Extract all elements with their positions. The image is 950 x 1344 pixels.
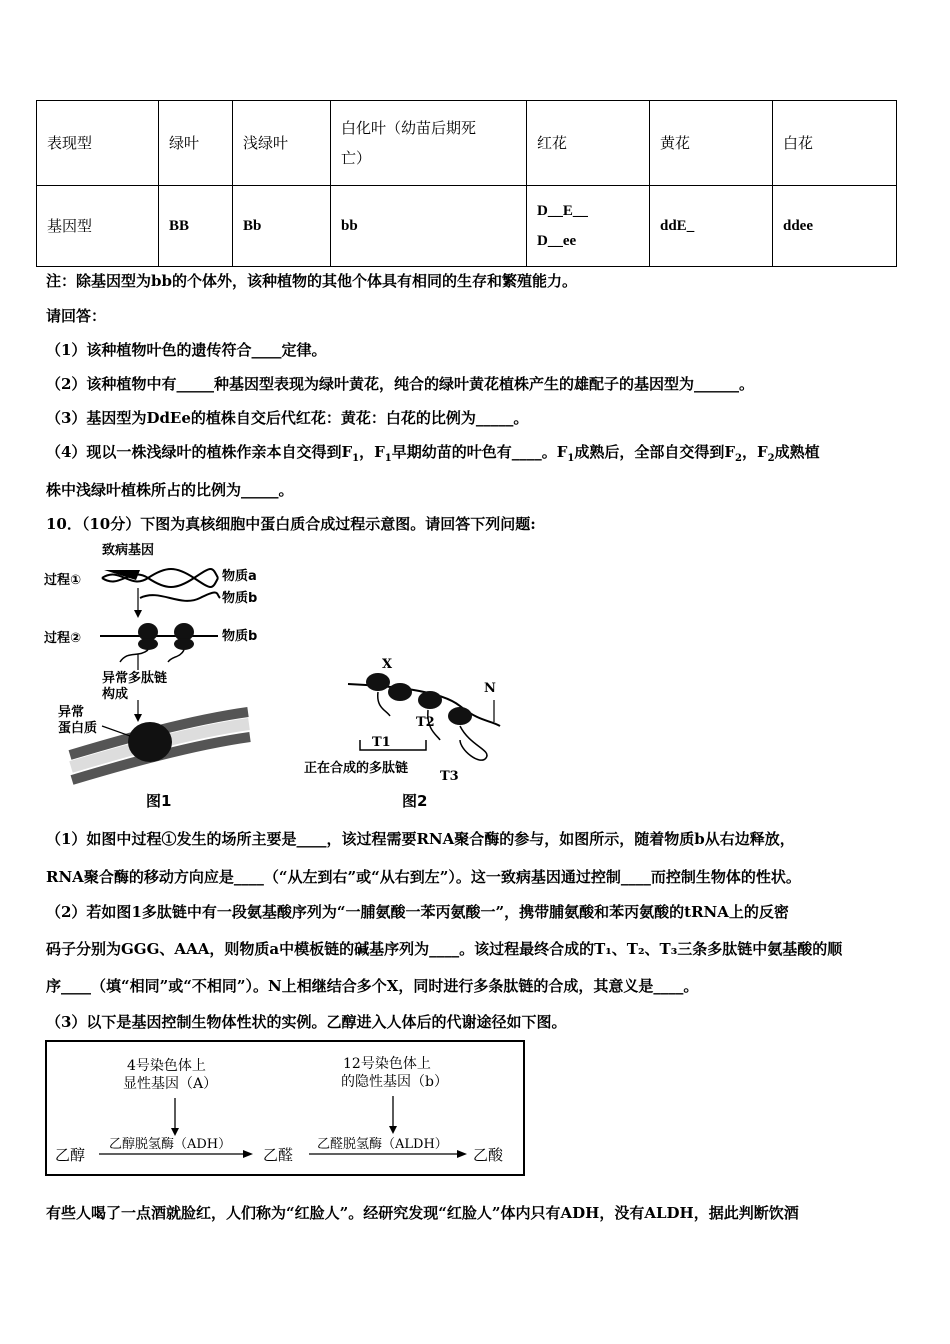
fig1-gene-label: 致病基因 [102, 543, 155, 558]
fig2-chain-label: 正在合成的多肽链 [304, 761, 409, 776]
fig1-substance-a: 物质a [222, 569, 257, 584]
fig2-caption: 图2 [402, 792, 428, 810]
arrow-head [171, 1128, 179, 1136]
protein-synthesis-figure [40, 540, 510, 810]
table-cell: 红花 [527, 101, 650, 186]
fig2-n-label: N [484, 681, 496, 696]
ethanol-pathway-box [45, 1040, 525, 1176]
gene-b-line2: 的隐性基因（b） [341, 1074, 448, 1090]
fig2-t1-label: T1 [372, 735, 391, 750]
ribosome [448, 707, 472, 725]
ribosome [138, 638, 158, 650]
ethanol-label: 乙醇 [55, 1146, 86, 1164]
aldh-label: 乙醛脱氢酶（ALDH） [317, 1137, 448, 1152]
gene-b-line1: 12号染色体上 [343, 1056, 431, 1072]
cell-line: D__E__ [537, 203, 588, 219]
question-4: （4）现以一株浅绿叶的植株作亲本自交得到$F_1$，$F_1$早期幼苗的叶色有____。$F_1$成熟后，全部自交得到$F_2$，$F_2$成熟植 [46, 443, 820, 464]
table-cell: 基因型 [37, 186, 159, 267]
table-cell: bb [331, 186, 527, 267]
table-note: 注：除基因型为bb的个体外，该种植物的其他个体具有相同的生存和繁殖能力。 [46, 272, 577, 290]
part-2-line-3: 序____（填“相同”或“不相同”）。N上相继结合多个X，同时进行多条肽链的合成，其意义是____。 [46, 977, 699, 995]
ribosome [388, 683, 412, 701]
peptide-t1 [378, 692, 390, 716]
fig2-t2-label: T2 [416, 715, 435, 730]
table-cell: 白花 [773, 101, 897, 186]
pointer-line [102, 726, 130, 736]
part-1-line-2: RNA聚合酶的移动方向应是____（“从左到右”或“从右到左”）。这一致病基因通过控制____而控制生物体的性状。 [46, 868, 801, 886]
fig1-process2-label: 过程② [44, 631, 82, 646]
ethanol-pathway [47, 1042, 523, 1174]
part-2-line-2: 码子分别为GGG、AAA，则物质a中模板链的碱基序列为____。该过程最终合成的T₁、T₂、T₃三条多肽链中氨基酸的顺 [46, 940, 843, 958]
fig1-substance-b2: 物质b [222, 629, 258, 644]
part-2-line-1: （2）若如图1多肽链中有一段氨基酸序列为“一脯氨酸一苯丙氨酸一”，携带脯氨酸和苯丙氨酸的tRNA上的反密 [46, 903, 789, 921]
arrow-head [134, 714, 142, 722]
adh-label: 乙醇脱氢酶（ADH） [109, 1137, 232, 1152]
mrna-strand [140, 593, 220, 601]
final-question-line: 有些人喝了一点酒就脸红，人们称为“红脸人”。经研究发现“红脸人”体内只有ADH，没有ALDH，据此判断饮酒 [46, 1204, 799, 1222]
fig1-abnormal-chain: 异常多肽链 [102, 671, 168, 686]
bracket [360, 740, 426, 750]
arrow-head [243, 1150, 253, 1158]
ribosome [418, 691, 442, 709]
peptide-chain [120, 650, 148, 662]
fig1-caption: 图1 [146, 792, 172, 810]
ribosome [366, 673, 390, 691]
fig1-substance-b: 物质b [222, 591, 258, 606]
cell-line: D__ee [537, 233, 577, 249]
arrow-head [134, 610, 142, 618]
gene-a-line2: 显性基因（A） [123, 1076, 218, 1092]
fig1-process1-label: 过程① [44, 573, 82, 588]
acetaldehyde-label: 乙醛 [263, 1146, 294, 1164]
table-cell: 表现型 [37, 101, 159, 186]
fig1-abnormal-protein: 异常 [58, 705, 85, 720]
question-1: （1）该种植物叶色的遗传符合____定律。 [46, 341, 327, 359]
ribosome [174, 638, 194, 650]
table-cell [331, 101, 527, 186]
table-cell: 浅绿叶 [233, 101, 331, 186]
question-3: （3）基因型为DdEe的植株自交后代红花：黄花：白花的比例为_____。 [46, 409, 529, 427]
fig1-abnormal-chain-2: 构成 [102, 687, 129, 702]
part-3-line: （3）以下是基因控制生物体性状的实例。乙醇进入人体后的代谢途径如下图。 [46, 1013, 567, 1031]
table-cell: BB [159, 186, 233, 267]
arrow-head [389, 1126, 397, 1134]
question-2: （2）该种植物中有_____种基因型表现为绿叶黄花，纯合的绿叶黄花植株产生的雄配子的基因型为______。 [46, 375, 754, 393]
fig1-abnormal-protein-2: 蛋白质 [58, 721, 98, 736]
question-4-cont: 株中浅绿叶植株所占的比例为_____。 [46, 481, 294, 499]
table-cell: Bb [233, 186, 331, 267]
table-cell: ddE_ [650, 186, 773, 267]
table-row [37, 101, 897, 186]
table-row [37, 186, 897, 267]
cell-line: 白化叶（幼苗后期死 [341, 119, 477, 137]
table-cell: 黄花 [650, 101, 773, 186]
genotype-table [36, 100, 897, 267]
answer-prompt: 请回答： [46, 307, 107, 325]
acetic-acid-label: 乙酸 [473, 1146, 504, 1164]
table-cell [527, 186, 650, 267]
table-cell: ddee [773, 186, 897, 267]
fig2-x-label: X [382, 657, 393, 672]
cell-line: 亡） [341, 149, 372, 167]
arrow-head [457, 1150, 467, 1158]
question-10-title: 10．（10分）下图为真核细胞中蛋白质合成过程示意图。请回答下列问题: [46, 515, 536, 533]
abnormal-protein [128, 722, 172, 762]
peptide-t3 [460, 726, 487, 760]
gene-a-line1: 4号染色体上 [127, 1058, 206, 1074]
part-1-line-1: （1）如图中过程①发生的场所主要是____，该过程需要RNA聚合酶的参与，如图所示，随着物质b从右边释放， [46, 830, 795, 848]
peptide-chain [168, 650, 184, 662]
table-cell: 绿叶 [159, 101, 233, 186]
fig2-t3-label: T3 [440, 769, 459, 784]
